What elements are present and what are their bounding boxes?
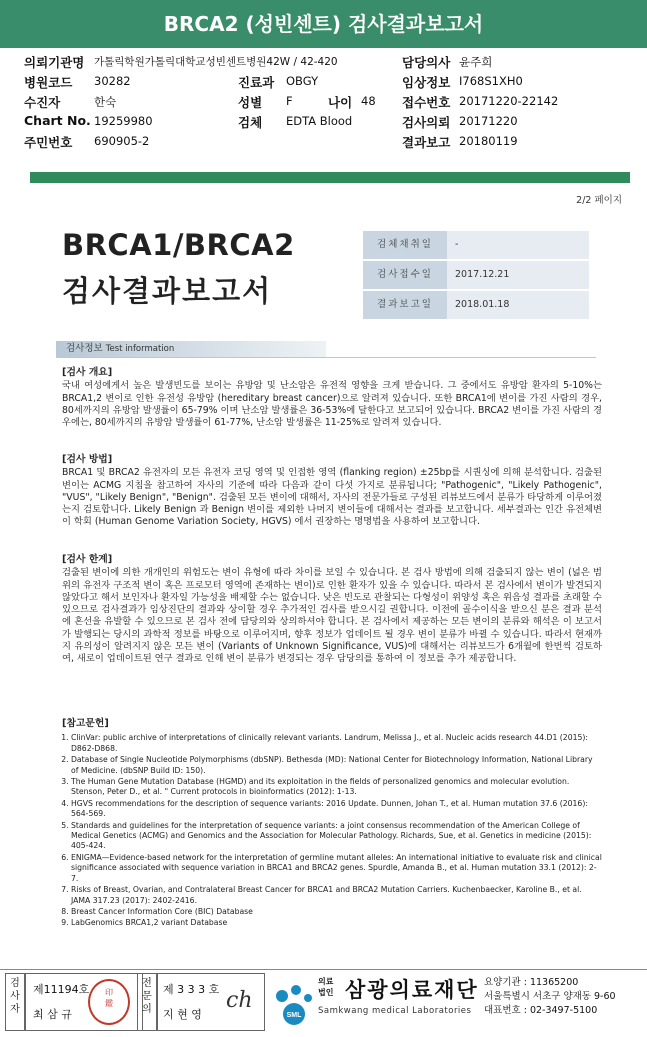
reference-item: 7. Risks of Breast, Ovarian, and Contralateral Breast Cancer for BRCA1 and BRCA2 Mutation Carriers. Kuchenbaecker, Karoline B., et al. JAMA 317.23 (2017): 2402-2416. [71, 885, 602, 906]
chart-no-value: 19259980 [94, 114, 153, 128]
clinical-info-label: 임상정보 [402, 75, 451, 90]
reference-item: 3. The Human Gene Mutation Database (HGMD) and its exploitation in the fields of personalized genomics and molecular evolution. Stenson, Peter D., et al. " Current protocols in bioinformatics (2012): 1-13. [71, 777, 602, 798]
org-type-line1: 의료 [318, 977, 334, 986]
date-label: 검체채취일 [363, 231, 447, 259]
receipt-no-label: 접수번호 [402, 95, 451, 110]
institution-label: 의뢰기관명 [24, 55, 85, 70]
sex-value: F [286, 94, 293, 108]
department-value: OBGY [286, 74, 319, 88]
age-value: 48 [361, 94, 376, 108]
report-date-label: 결과보고 [402, 135, 451, 150]
specialist-name: 지 현 영 [163, 1008, 202, 1021]
date-label: 결과보고일 [363, 291, 447, 319]
chart-no-label: Chart No. [24, 113, 91, 128]
date-value: 2017.12.21 [447, 261, 589, 289]
page-number: 2/2 페이지 [576, 195, 622, 206]
report-footer [0, 969, 647, 1037]
reference-item: 5. Standards and guidelines for the interpretation of sequence variants: a joint consensus recommendation of the American College of Medical Genetics (ACMG) and Genomics and the Association for Molecular Pathology. Richards, Sue, et al. Genetics in medicine (2015): 405-424. [71, 821, 602, 852]
section-header [56, 341, 326, 357]
institution-value: 가톨릭학원가톨릭대학교성빈센트병원42W / 42-420 [94, 56, 338, 68]
patient-value: 한숙 [94, 95, 117, 109]
specialist-label: 전문의 [137, 973, 157, 1031]
reference-item: 4. HGVS recommendations for the description of sequence variants: 2016 Update. Dunnen, Johan T., et al. Human mutation 37.6 (2016): 564-569. [71, 799, 602, 820]
section-title-en: Test information [105, 344, 175, 354]
org-contact [484, 976, 616, 1018]
date-value: 2018.01.18 [447, 291, 589, 319]
reference-item: 2. Database of Single Nucleotide Polymorphisms (dbSNP). Bethesda (MD): National Center for Biotechnology Information, National Library of Medicine. (dbSNP Build ID: 150). [71, 755, 602, 776]
overview-text: 국내 여성에게서 높은 발생빈도를 보이는 유방암 및 난소암은 유전적 영향을 크게 받습니다. 그 중에서도 유방암 환자의 5-10%는 BRCA1,2 변이로 인한 유전성 유방암 (hereditary breast cancer)으로 알려져 있습니다. 또한 BRCA1에 변이를 가진 사람의 경우, 80세까지의 유방암 발생률이 65-79% 이며 난소암 발생률은 36-53%에 달한다고 보고되어 있습니다. BRCA2 변이를 가진 사람의 경우에는, 80세까지의 유방암 발생률이 61-77%, 난소암 발생률은 11-25%로 알려져 있습니다. [62, 380, 602, 429]
references-section [62, 719, 602, 930]
department-label: 진료과 [238, 75, 275, 90]
report-title: BRCA2 (성빈센트) 검사결과보고서 [163, 12, 484, 36]
specialist-license-no: 제 3 3 3 호 [163, 983, 220, 996]
report-date-value: 20180119 [459, 134, 518, 148]
reference-item: 1. ClinVar: public archive of interpretations of clinically relevant variants. Landrum, Melissa J., et al. Nucleic acids research 44.D1 (2015): D862-D868. [71, 733, 602, 754]
resident-id-value: 690905-2 [94, 134, 150, 148]
section-title-ko: 검사정보 [66, 343, 103, 354]
date-label: 검사접수일 [363, 261, 447, 289]
method-section [62, 454, 602, 529]
specimen-label: 검체 [238, 115, 263, 130]
hospital-code-value: 30282 [94, 74, 131, 88]
report-heading-line1: BRCA1/BRCA2 [62, 228, 295, 262]
org-type-line2: 법인 [318, 988, 334, 997]
patient-label: 수진자 [24, 95, 61, 110]
org-address: 서울특별시 서초구 양재동 9-60 [484, 991, 616, 1002]
report-heading-line2: 검사결과보고서 [62, 274, 273, 308]
clinical-info-value: I768S1XH0 [459, 74, 523, 88]
limitation-text: 검출된 변이에 의한 개개인의 위험도는 변이 유형에 따라 차이를 보일 수 있습니다. 본 검사 방법에 의해 검출되지 않는 변이 (넓은 범위의 유전자 구조적 변이 혹은 프로모터 영역에 존재하는 변이)로 인한 환자가 있을 수 있습니다. 따라서 본 검사에서 변이가 발견되지 않았다고 해서 보인자나 환자일 가능성을 배제할 수는 없습니다. 낮은 빈도로 관찰되는 다형성이 위양성 혹은 위음성 결과를 초래할 수 있으므로 검사결과가 임상진단의 결과와 상이할 경우 추가적인 검사를 받으시길 권합니다. 이전에 골수이식을 받으신 분은 결과 분석에 혼선을 유발할 수 있으므로 본 검사 전에 담당의와 상의하셔야 합니다. 본 검사에서 제공하는 모든 변이의 분류와 해석은 이 보고서가 발행되는 당시의 과학적 정보를 바탕으로 이루어지며, 향후 정보가 업데이트 될 경우 변이 분류가 바뀔 수 있습니다. 따라서 현재까지 유의성이 알려지지 않은 모든 변이 (Variants of Unknown Significance, VUS)에 대해서는 리뷰보드가 6개월에 한번씩 검토하여, 새로이 업데이트된 연구 결과로 인해 변이 분류가 변경되는 경우 담당의를 통하여 이 정보를 추가 제공합니다. [62, 567, 602, 665]
hospital-code-label: 병원코드 [24, 75, 73, 90]
receipt-no-value: 20171220-22142 [459, 94, 559, 108]
org-name-en: Samkwang medical Laboratories [318, 1006, 472, 1016]
request-date-label: 검사의뢰 [402, 115, 451, 130]
report-title-bar [0, 0, 647, 48]
section-underline [56, 357, 596, 358]
date-row [363, 261, 589, 291]
sex-label: 성별 [238, 95, 263, 110]
examiner-label: 검사자 [5, 973, 25, 1031]
reference-item: 9. LabGenomics BRCA1,2 variant Database [71, 918, 602, 928]
age-label: 나이 [328, 95, 353, 110]
doctor-value: 윤주희 [459, 55, 493, 69]
org-type [318, 976, 333, 998]
references-heading: [참고문헌] [62, 718, 109, 729]
org-phone: 대표번호 : 02-3497-5100 [484, 1005, 598, 1016]
overview-heading: [검사 개요] [62, 367, 113, 378]
examiner-seal-icon: 印 鑑 [88, 979, 130, 1025]
date-table [363, 231, 589, 321]
examiner-name: 최 삼 규 [33, 1008, 72, 1021]
date-row [363, 231, 589, 261]
references-list [62, 733, 602, 928]
green-divider [30, 172, 630, 183]
reference-item: 8. Breast Cancer Information Core (BIC) Database [71, 907, 602, 917]
overview-section [62, 367, 602, 429]
method-text: BRCA1 및 BRCA2 유전자의 모든 유전자 코딩 영역 및 인접한 영역 (flanking region) ±25bp를 시퀀싱에 의해 분석합니다. 검출된 변이는 ACMG 지침을 참고하여 자사의 기준에 따라 다음과 같이 다섯 가지로 분류됩니다; "Pathogenic", "Likely Pathogenic", "VUS", "Likely Benign", "Benign". 검출된 모든 변이에 대해서, 자사의 전문가들로 구성된 리뷰보드에서 분류가 타당하게 이루어졌는지 검토합니다. Likely Benign 과 Benign 변이를 제외한 나머지 변이들에 대해서는 결과를 보고합니다. 세부결과는 인간 유전체변이 학회 (Human Genome Variation Society, HGVS) 에서 권장하는 명명법을 사용하여 보고합니다. [62, 467, 602, 528]
scanned-report-page [22, 156, 632, 966]
doctor-label: 담당의사 [402, 55, 451, 70]
date-row [363, 291, 589, 321]
resident-id-label: 주민번호 [24, 135, 73, 150]
sml-logo-text: SML [286, 1012, 302, 1019]
limitation-section [62, 554, 602, 666]
date-value: - [447, 231, 589, 259]
limitation-heading: [검사 한계] [62, 554, 113, 565]
institution-code: 요양기관 : 11365200 [484, 977, 579, 988]
request-date-value: 20171220 [459, 114, 518, 128]
specimen-value: EDTA Blood [286, 114, 353, 128]
specialist-signature: ch [226, 988, 253, 1013]
sml-logo-icon [272, 978, 316, 1026]
reference-item: 6. ENIGMA—Evidence-based network for the interpretation of germline mutant alleles: An international initiative to evaluate risk and clinical significance associated with sequence variation in BRCA1 and BRCA2 genes. Spurdle, Amanda B., et al. Human mutation 33.1 (2012): 2-7. [71, 853, 602, 884]
examiner-license-no: 제11194호 [33, 983, 90, 996]
method-heading: [검사 방법] [62, 454, 113, 465]
org-name: 삼광의료재단 [345, 978, 479, 1002]
